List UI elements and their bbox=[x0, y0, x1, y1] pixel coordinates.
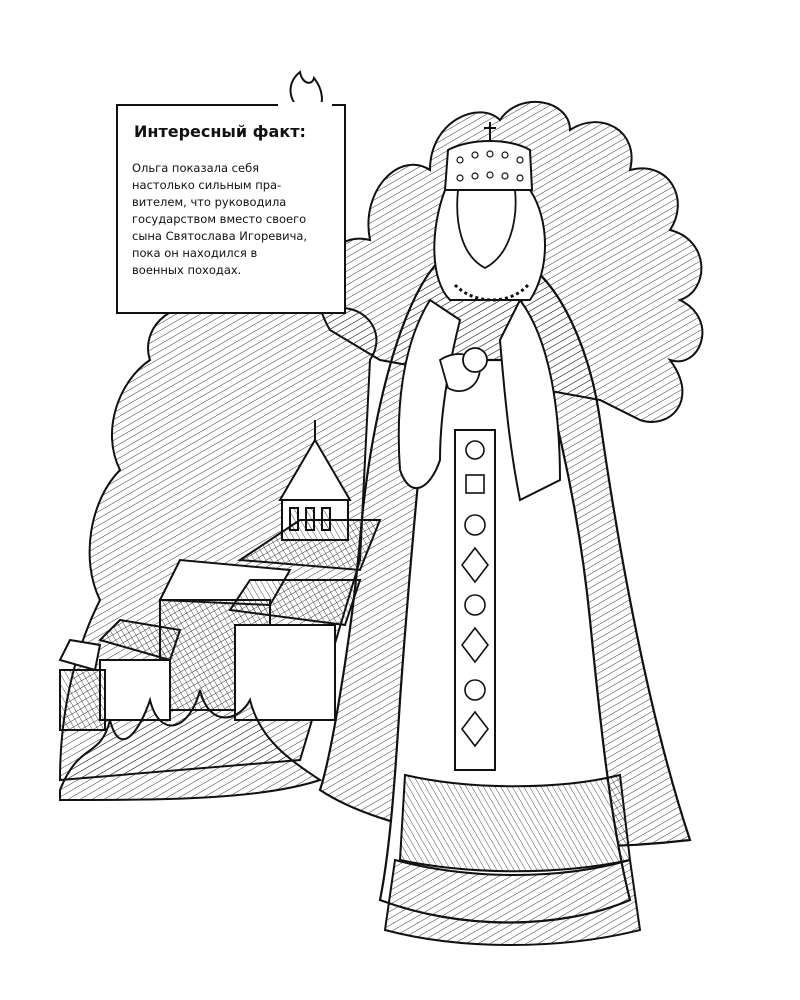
fact-line: государством вместо своего bbox=[132, 212, 307, 226]
crown bbox=[445, 141, 532, 190]
brooch bbox=[463, 348, 487, 372]
fact-line: военных походах. bbox=[132, 263, 242, 277]
fact-box-notch bbox=[278, 102, 332, 110]
fact-line: пока он находился в bbox=[132, 246, 258, 260]
fact-line: настолько сильным пра- bbox=[132, 178, 282, 192]
interesting-fact-box bbox=[116, 104, 346, 314]
fact-text bbox=[132, 160, 338, 279]
gown-ornament-band bbox=[455, 430, 495, 770]
fact-line: Ольга показала себя bbox=[132, 161, 260, 175]
fact-line: сына Святослава Игоревича, bbox=[132, 229, 308, 243]
fact-title: Интересный факт: bbox=[134, 122, 306, 141]
gown-hem-band bbox=[400, 775, 630, 871]
fact-line: вителем, что руководила bbox=[132, 195, 287, 209]
